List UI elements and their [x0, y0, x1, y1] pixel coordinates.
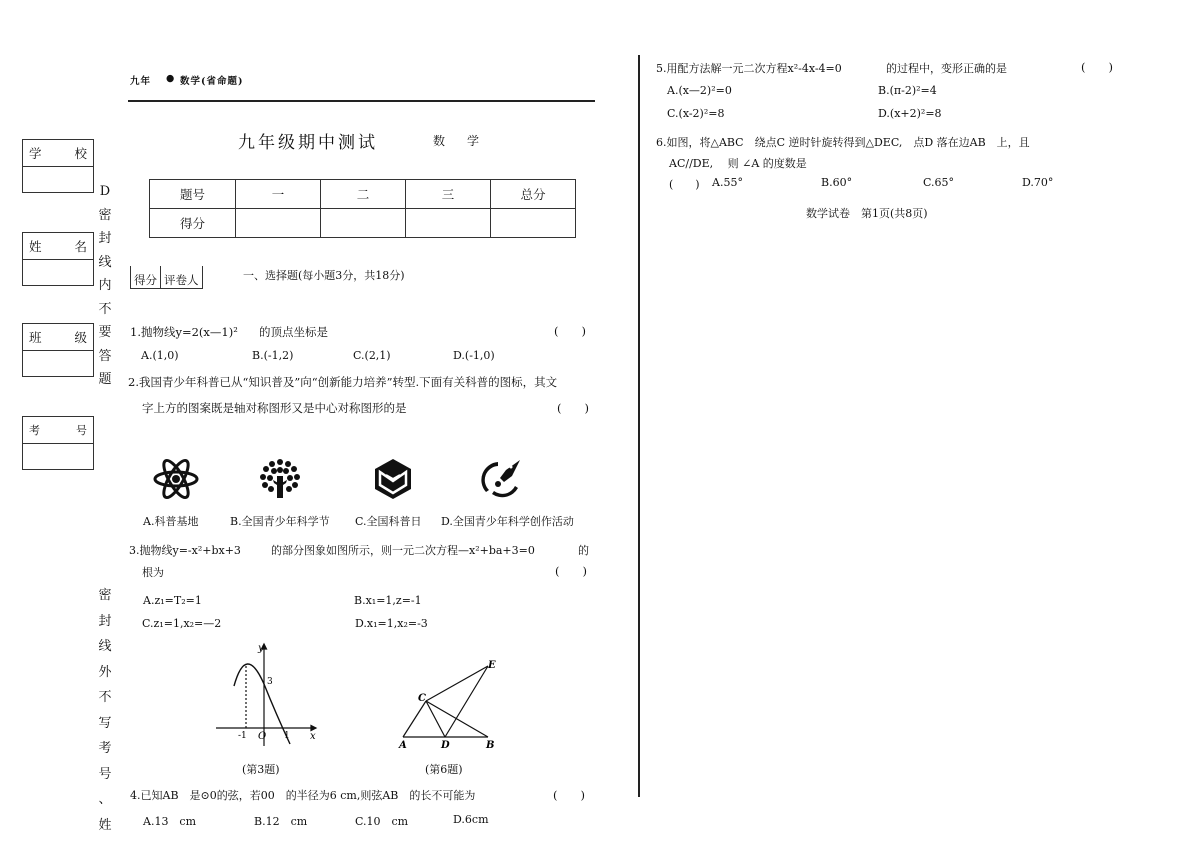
q3-option-d: D.x₁=1,x₂=-3	[355, 617, 428, 630]
seal-bottom-char: 线	[98, 639, 112, 654]
q6-answer-paren[interactable]: ( )	[669, 178, 700, 191]
name-label-1: 姓	[29, 239, 42, 254]
q4-stem: 4.已知AB 是⊙0的弦，若00 的半径为6 cm,则弦AB 的长不可能为	[130, 789, 476, 802]
score-cell[interactable]	[236, 209, 321, 238]
q5-option-b: B.(π-2)²=4	[878, 84, 937, 97]
seal-top-char: 线	[98, 254, 112, 270]
fig6-label-a: A	[399, 740, 407, 751]
score-header-cell: 题号	[150, 180, 236, 209]
seal-top-char: 答	[98, 348, 112, 364]
fig3-caption: (第3题)	[242, 763, 280, 776]
q2-answer-paren[interactable]: ( )	[557, 401, 589, 415]
q4-option-d: D.6cm	[453, 813, 489, 826]
q4-option-a: A.13 cm	[143, 815, 197, 828]
seal-bottom-char: 考	[98, 741, 112, 756]
q3-option-b: B.x₁=1,z=-1	[354, 594, 422, 607]
q3-answer-paren[interactable]: ( )	[555, 564, 587, 578]
class-field[interactable]	[23, 351, 93, 376]
score-header-cell: 二	[321, 180, 406, 209]
exam-number-field[interactable]	[23, 444, 93, 469]
score-cell[interactable]	[406, 209, 491, 238]
q5-stem: 5.用配方法解一元二次方程x²-4x-4=0	[656, 62, 842, 75]
q3-option-c: C.z₁=1,x₂=—2	[142, 617, 222, 630]
seal-bottom-char: 密	[98, 588, 112, 603]
q6-option-c: C.65°	[923, 176, 955, 189]
grader-box	[130, 266, 203, 289]
q2-line2: 字上方的图案既是轴对称图形又是中心对称图形的是	[142, 401, 407, 415]
grader-score-label: 得分	[131, 266, 161, 288]
seal-bottom-char: 不	[98, 690, 112, 705]
q5-answer-paren[interactable]: ( )	[1081, 60, 1113, 74]
exam-title: 九年级期中测试	[238, 133, 378, 153]
score-cell[interactable]	[491, 209, 576, 238]
fig3-x-label: x	[310, 731, 316, 742]
q1-option-d: D.(-1,0)	[453, 349, 495, 362]
score-cell[interactable]	[321, 209, 406, 238]
exam-number-box	[22, 416, 94, 470]
score-header-cell: 一	[236, 180, 321, 209]
fig3-y-label: y	[258, 643, 264, 654]
seal-notice-top	[95, 180, 115, 392]
seal-top-char: 要	[98, 325, 112, 340]
q1-option-b: B.(-1,2)	[252, 349, 294, 362]
score-row-label: 得分	[150, 209, 236, 238]
grader-name-label: 评卷人	[164, 273, 199, 287]
school-label-1: 学	[29, 146, 42, 161]
fig3-tick-neg: -1	[238, 731, 247, 741]
fig6-label-c: C	[418, 693, 426, 704]
school-box	[22, 139, 94, 193]
hexagon-logo-icon	[372, 458, 414, 500]
seal-top-char: D	[99, 184, 111, 199]
q2-caption-c: C.全国科普日	[355, 515, 422, 528]
q6-line1: 6.如图，将△ABC 绕点C 逆时针旋转得到△DEC, 点D 落在边AB 上，且	[656, 136, 1030, 149]
name-label-2: 名	[74, 239, 87, 254]
exam-subject: 数学	[433, 134, 502, 148]
figure-6-triangles	[396, 656, 504, 752]
q4-answer-paren[interactable]: ( )	[553, 788, 585, 802]
q5-option-c: C.(x-2)²=8	[667, 107, 725, 120]
name-field[interactable]	[23, 260, 93, 285]
q5-option-a: A.(x—2)²=0	[667, 84, 732, 97]
seal-top-char: 封	[98, 231, 112, 246]
seal-bottom-char: 号	[98, 766, 112, 782]
score-table	[149, 179, 576, 238]
name-box	[22, 232, 94, 286]
page-footer: 数学试卷 第1页(共8页)	[806, 207, 928, 220]
q2-caption-a: A.科普基地	[143, 515, 199, 528]
tree-logo-icon	[259, 458, 301, 500]
q2-line1: 2.我国青少年科普已从“知识普及”向“创新能力培养”转型.下面有关科普的图标，其文	[128, 375, 558, 389]
exam-number-label-1: 考	[29, 424, 40, 437]
page-divider	[638, 55, 640, 797]
header-grade: 九年	[130, 76, 152, 87]
header-rule	[128, 100, 595, 102]
seal-bottom-char: 姓	[98, 817, 112, 833]
q6-option-d: D.70°	[1022, 176, 1054, 189]
q3-line2: 根为	[142, 566, 164, 579]
q3-stem: 3.抛物线y=-x²+bx+3	[129, 544, 241, 557]
bullet-icon: ●	[166, 73, 176, 84]
q6-option-b: B.60°	[821, 176, 853, 189]
seal-top-char: 题	[98, 372, 112, 387]
seal-bottom-char: 外	[98, 664, 112, 680]
exam-number-label-2: 号	[76, 424, 87, 437]
q1-option-c: C.(2,1)	[353, 349, 391, 362]
score-header-cell: 总分	[491, 180, 576, 209]
fig3-y-tick: 3	[267, 677, 273, 687]
q3-option-a: A.z₁=T₂=1	[143, 594, 202, 607]
fig6-label-b: B	[486, 740, 495, 751]
q1-stem2: 的顶点坐标是	[259, 325, 328, 339]
seal-top-char: 密	[98, 207, 112, 223]
q4-option-c: C.10 cm	[355, 815, 409, 828]
rocket-logo-icon	[480, 458, 524, 500]
seal-top-char: 不	[98, 301, 112, 317]
q3-stem2: 的部分图象如图所示，则一元二次方程—x²+ba+3=0	[271, 544, 535, 557]
score-table-header	[150, 180, 576, 209]
q2-caption-d: D.全国青少年科学创作活动	[441, 515, 574, 528]
seal-bottom-char: 、	[98, 792, 112, 807]
figure-3-parabola	[214, 638, 324, 750]
atom-logo-icon	[152, 456, 200, 502]
score-table-row	[150, 209, 576, 238]
section-heading: 一、选择题(每小题3分，共18分)	[243, 269, 405, 282]
fig3-tick-pos: 1	[284, 731, 290, 741]
fig3-origin-label: O	[258, 731, 267, 742]
q3-stem3: 的	[578, 544, 589, 557]
q6-option-a: A.55°	[712, 176, 743, 189]
q5-stem2: 的过程中，变形正确的是	[886, 62, 1007, 75]
q1-answer-paren[interactable]: ( )	[554, 324, 586, 338]
seal-top-char: 内	[98, 278, 112, 293]
q1-stem: 1.抛物线y=2(x—1)²	[130, 325, 238, 339]
seal-notice-bottom	[95, 583, 115, 838]
q6-line2: AC//DE, 则 ∠A 的度数是	[669, 157, 807, 170]
q1-option-a: A.(1,0)	[141, 349, 179, 362]
q5-option-d: D.(x+2)²=8	[878, 107, 942, 120]
class-label-1: 班	[29, 330, 42, 345]
header-subject: 数学(省命题)	[180, 76, 244, 87]
q4-option-b: B.12 cm	[254, 815, 308, 828]
q2-caption-b: B.全国青少年科学节	[230, 515, 330, 528]
seal-bottom-char: 封	[98, 613, 112, 629]
seal-bottom-char: 写	[98, 715, 112, 731]
school-field[interactable]	[23, 167, 93, 192]
class-box	[22, 323, 94, 377]
score-header-cell: 三	[406, 180, 491, 209]
school-label-2: 校	[74, 146, 87, 161]
fig6-label-e: E	[488, 660, 496, 671]
class-label-2: 级	[74, 330, 87, 345]
fig6-label-d: D	[441, 740, 450, 751]
fig6-caption: (第6题)	[425, 763, 463, 776]
